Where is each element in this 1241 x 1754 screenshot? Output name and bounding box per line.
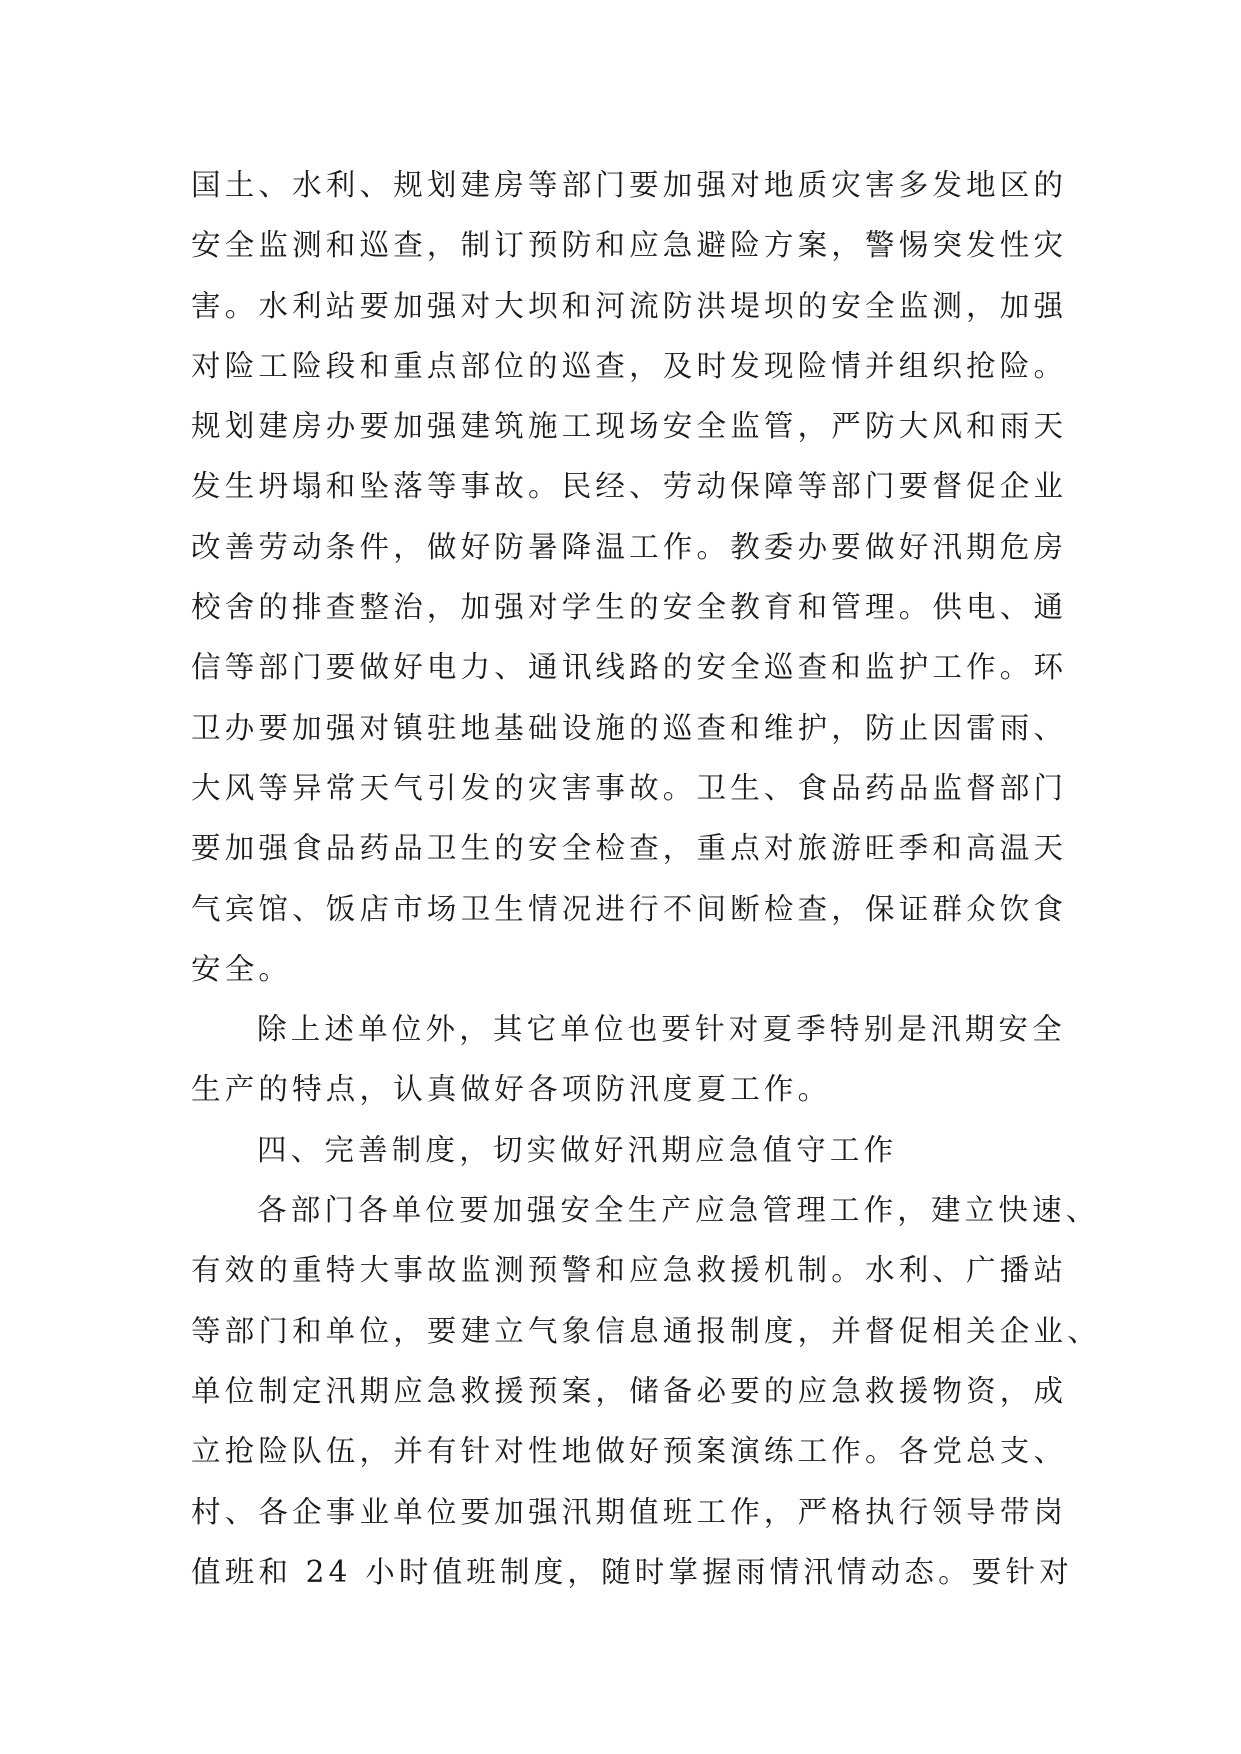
- section-heading: 四、完善制度，切实做好汛期应急值守工作: [257, 1132, 898, 1167]
- document-body: [191, 155, 1101, 1602]
- text-line: 发生坍塌和坠落等事故。民经、劳动保障等部门要督促企业: [191, 469, 1068, 504]
- text-line: 大风等异常天气引发的灾害事故。卫生、食品药品监督部门: [191, 770, 1068, 805]
- text-line: 单位制定汛期应急救援预案，储备必要的应急救援物资，成: [191, 1373, 1068, 1408]
- text-line: 有效的重特大事故监测预警和应急救援机制。水利、广播站: [191, 1253, 1068, 1288]
- text-line: 校舍的排查整治，加强对学生的安全教育和管理。供电、通: [191, 590, 1068, 625]
- text-line: 值班和 24 小时值班制度，随时掌握雨情汛情动态。要针对: [191, 1554, 1073, 1589]
- text-line: 立抢险队伍，并有针对性地做好预案演练工作。各党总支、: [191, 1434, 1068, 1469]
- paragraph-first-line: 除上述单位外，其它单位也要针对夏季特别是汛期安全: [257, 1012, 1066, 1047]
- text-line: 对险工险段和重点部位的巡查，及时发现险情并组织抢险。: [191, 348, 1068, 383]
- text-line: 害。水利站要加强对大坝和河流防洪堤坝的安全监测，加强: [191, 288, 1068, 323]
- text-line: 卫办要加强对镇驻地基础设施的巡查和维护，防止因雷雨、: [191, 710, 1068, 745]
- text-line: 安全监测和巡查，制订预防和应急避险方案，警惕突发性灾: [191, 228, 1068, 263]
- text-line: 信等部门要做好电力、通讯线路的安全巡查和监护工作。环: [191, 650, 1068, 685]
- text-line: 村、各企事业单位要加强汛期值班工作，严格执行领导带岗: [191, 1494, 1068, 1529]
- text-line: 安全。: [191, 951, 293, 986]
- paragraph-first-line: 各部门各单位要加强安全生产应急管理工作，建立快速、: [257, 1193, 1100, 1228]
- text-line: 气宾馆、饭店市场卫生情况进行不间断检查，保证群众饮食: [191, 891, 1068, 926]
- text-line: 规划建房办要加强建筑施工现场安全监管，严防大风和雨天: [191, 409, 1068, 444]
- text-line: 生产的特点，认真做好各项防汛度夏工作。: [191, 1072, 832, 1107]
- text-line: 等部门和单位，要建立气象信息通报制度，并督促相关企业、: [191, 1313, 1101, 1348]
- text-line: 改善劳动条件，做好防暑降温工作。教委办要做好汛期危房: [191, 529, 1068, 564]
- text-line: 国土、水利、规划建房等部门要加强对地质灾害多发地区的: [191, 168, 1068, 202]
- text-line: 要加强食品药品卫生的安全检查，重点对旅游旺季和高温天: [191, 831, 1068, 866]
